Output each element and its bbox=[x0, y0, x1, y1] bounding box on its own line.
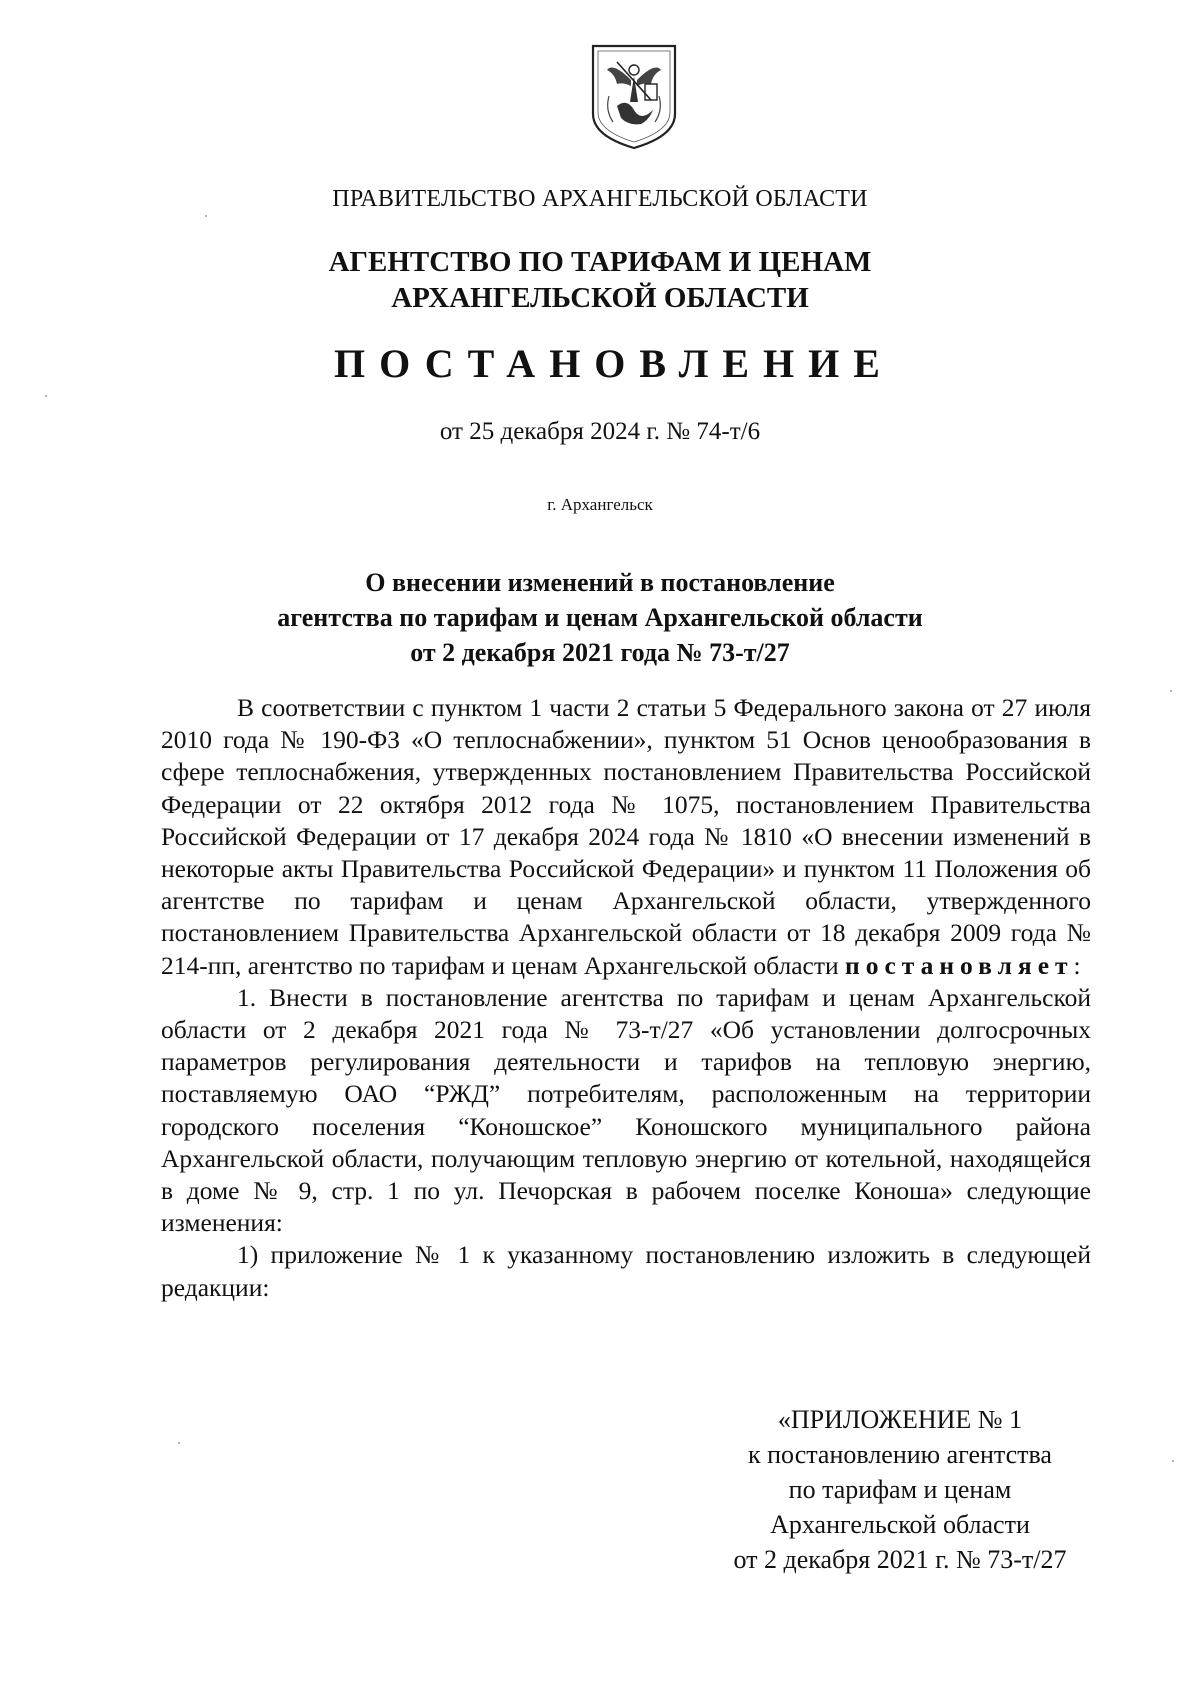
agency-name-line2: АРХАНГЕЛЬСКОЙ ОБЛАСТИ bbox=[391, 282, 809, 314]
subject-line3: от 2 декабря 2021 года № 73-т/27 bbox=[410, 638, 790, 667]
government-name: ПРАВИТЕЛЬСТВО АРХАНГЕЛЬСКОЙ ОБЛАСТИ bbox=[332, 186, 868, 212]
agency-name bbox=[0, 244, 1200, 316]
document-type-title: ПОСТАНОВЛЕНИЕ bbox=[334, 341, 894, 386]
preamble-text: В соответствии с пунктом 1 части 2 статьи 5 Федерального закона от 27 июля 2010 года № 190-ФЗ «О теплоснабжении», пунктом 51 Основ ценообразования в сфере теплоснабжения, утвержденных постановлением Правительства Российской Федерации от 22 октября 2012 года № 1075, постановлением Правительства Российской Федерации от 17 декабря 2024 года № 1810 «О внесении изменений в некоторые акты Правительства Российской Федерации» и пунктом 11 Положения об агентстве по тарифам и ценам Архангельской области, утвержденного постановлением Правительства Архангельской области от 18 декабря 2009 года № 214-пп, агентство по тарифам и ценам Архангельской области bbox=[161, 693, 1091, 980]
appendix-heading bbox=[700, 1402, 1100, 1577]
document-subject bbox=[0, 565, 1200, 670]
preamble-paragraph bbox=[161, 692, 1091, 982]
scan-speck bbox=[1172, 1460, 1174, 1462]
subject-line2: агентства по тарифам и ценам Архангельской области bbox=[277, 603, 923, 632]
scan-speck bbox=[1170, 690, 1172, 692]
decree-word: постановляет bbox=[845, 950, 1074, 980]
scan-speck bbox=[45, 395, 47, 397]
coat-of-arms-emblem bbox=[587, 40, 681, 152]
appendix-line4: Архангельской области bbox=[770, 1510, 1030, 1539]
appendix-line5: от 2 декабря 2021 г. № 73-т/27 bbox=[733, 1545, 1067, 1574]
agency-name-line1: АГЕНТСТВО ПО ТАРИФАМ И ЦЕНАМ bbox=[328, 246, 872, 278]
subject-line1: О внесении изменений в постановление bbox=[365, 568, 835, 597]
document-city: г. Архангельск bbox=[547, 495, 653, 514]
appendix-line2: к постановлению агентства bbox=[748, 1440, 1052, 1469]
item-1-1-paragraph: 1) приложение № 1 к указанному постановлению изложить в следующей редакции: bbox=[161, 1240, 1091, 1302]
appendix-line1: «ПРИЛОЖЕНИЕ № 1 bbox=[777, 1405, 1023, 1434]
scan-speck bbox=[205, 215, 207, 217]
scan-speck bbox=[178, 1442, 180, 1444]
appendix-line3: по тарифам и ценам bbox=[788, 1475, 1012, 1504]
document-body bbox=[161, 692, 1091, 1304]
document-date-number: от 25 декабря 2024 г. № 74-т/6 bbox=[439, 418, 761, 445]
item-1-paragraph: 1. Внести в постановление агентства по тарифам и ценам Архангельской области от 2 декабря 2021 года № 73-т/27 «Об установлении долгосрочных параметров регулирования деятельности и тарифов на тепловую энергию, поставляемую ОАО “РЖД” потребителям, расположенным на территории городского поселения “Коношское” Коношского муниципального района Архангельской области, получающим тепловую энергию от котельной, находящейся в доме № 9, стр. 1 по ул. Печорская в рабочем поселке Коноша» следующие изменения: bbox=[161, 982, 1091, 1238]
decree-colon: : bbox=[1073, 950, 1081, 980]
